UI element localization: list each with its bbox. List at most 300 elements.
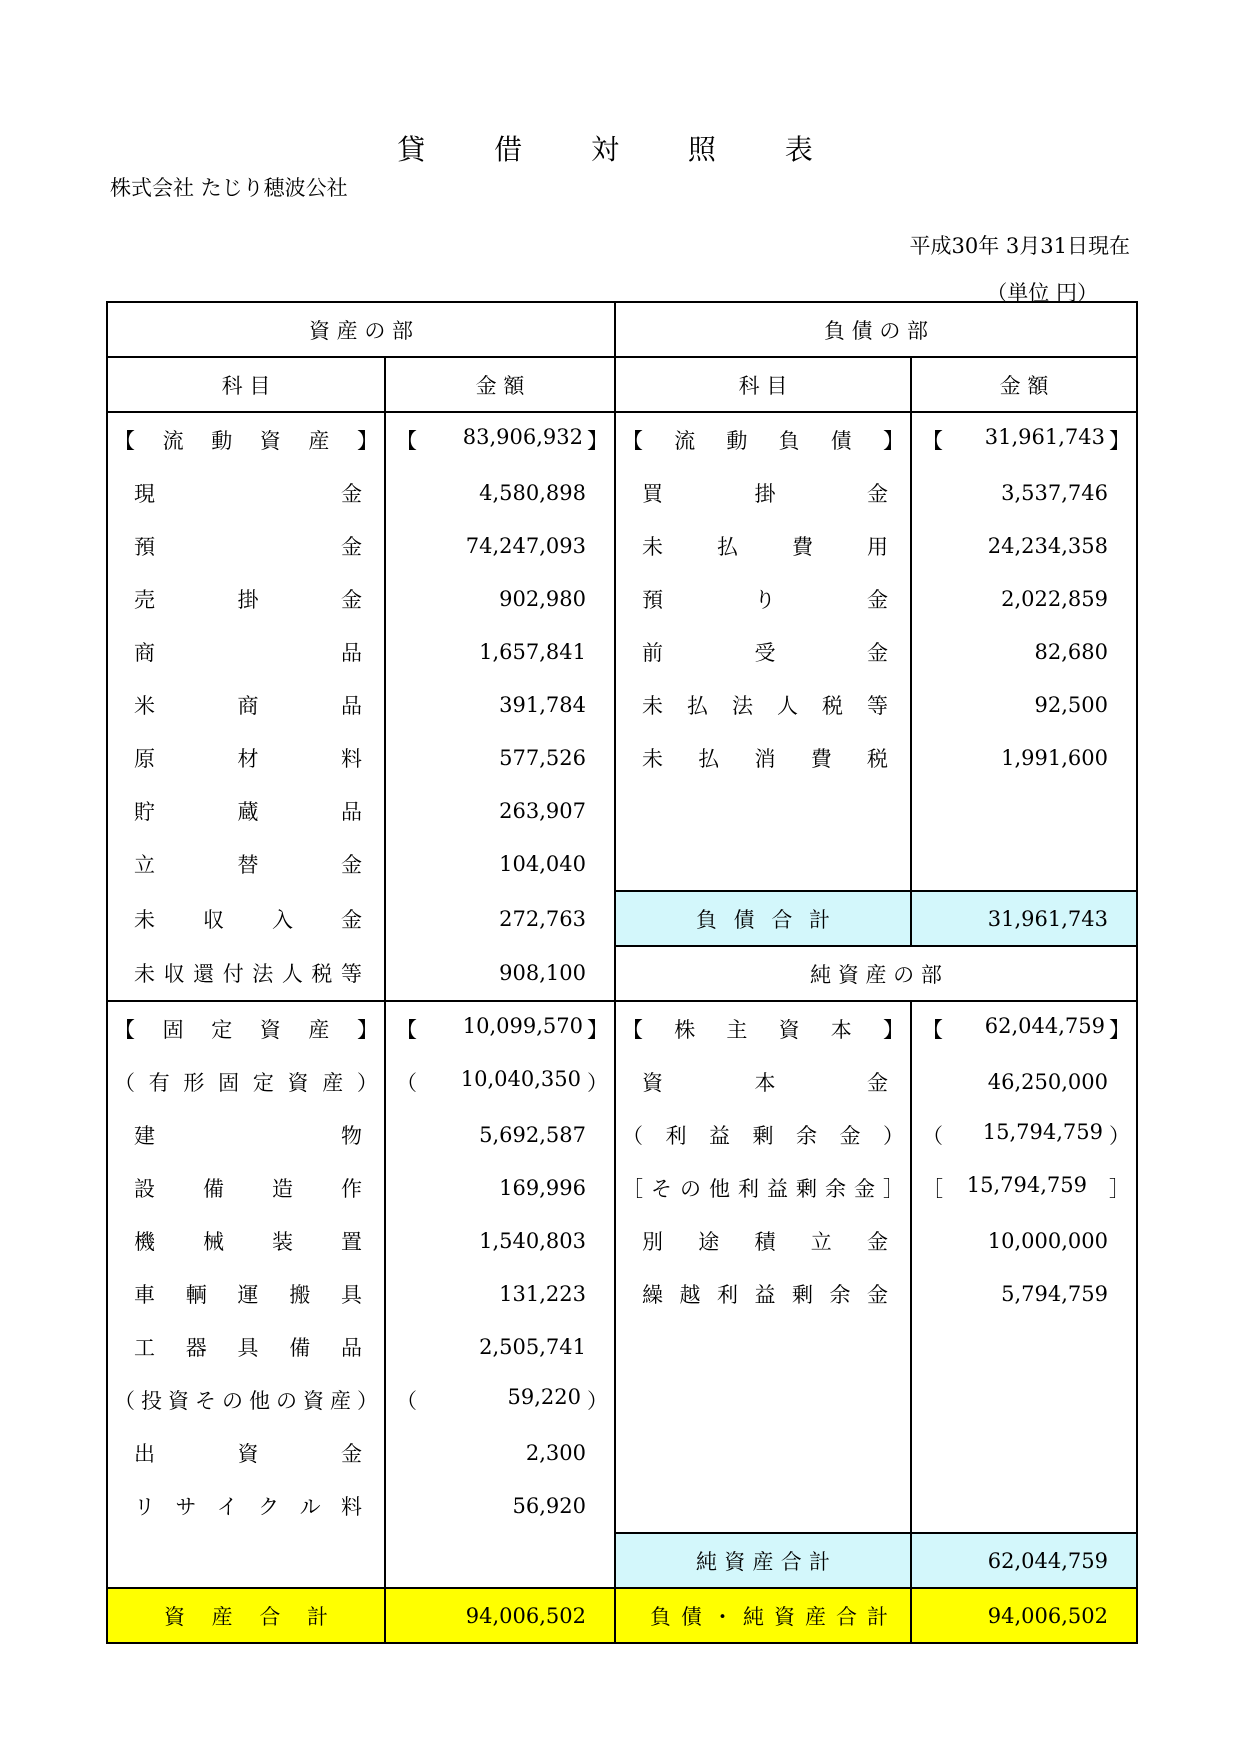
asset-item-label <box>108 904 384 934</box>
label-char: （ <box>114 1388 135 1413</box>
bracket-close: ） <box>587 1388 608 1413</box>
liability-item-label <box>616 637 910 667</box>
label-char: 収 <box>203 907 224 932</box>
amount-value: 10,040,350 <box>460 1066 581 1091</box>
asset-item-header: 科 目 <box>107 357 385 412</box>
amount-value: 24,234,358 <box>987 533 1108 558</box>
label-char: 金 <box>341 587 362 612</box>
asset-item <box>107 946 385 1001</box>
label-char: 未 <box>642 746 663 771</box>
asset-amount-amount <box>386 1494 614 1518</box>
label-char: 械 <box>203 1229 224 1254</box>
liability-item <box>615 1533 911 1588</box>
asset-item-label <box>108 1173 384 1203</box>
asset-amount <box>385 1373 615 1426</box>
label-char: 金 <box>867 1229 888 1254</box>
liability-item <box>615 1001 911 1055</box>
assets-total-label <box>108 1601 384 1631</box>
liability-amount <box>911 1214 1137 1267</box>
label-char: 動 <box>211 428 233 453</box>
liability-item-label <box>616 425 910 455</box>
liability-item-label <box>616 743 910 773</box>
label-char: 産 <box>308 1017 330 1042</box>
amount-value: 169,996 <box>499 1175 586 1200</box>
asset-item-label <box>108 531 384 561</box>
label-char: 金 <box>867 640 888 665</box>
asset-item-label <box>108 478 384 508</box>
asset-amount <box>385 1426 615 1479</box>
asset-item <box>107 731 385 784</box>
liability-amount <box>911 1108 1137 1161</box>
amount-value: 82,680 <box>1034 639 1108 664</box>
asset-item-label <box>108 958 384 988</box>
label-char: 金 <box>839 1123 861 1148</box>
amount-value: 10,000,000 <box>987 1228 1108 1253</box>
label-char: 品 <box>341 799 362 824</box>
label-char: 未 <box>134 907 155 932</box>
label-char: ・ <box>712 1604 733 1629</box>
liability-amount <box>911 837 1137 891</box>
label-char: 商 <box>134 640 155 665</box>
liability-amount <box>911 466 1137 519</box>
table-row <box>107 572 1137 625</box>
label-char: 置 <box>341 1229 362 1254</box>
table-row <box>107 1267 1137 1320</box>
label-char: 株 <box>674 1017 696 1042</box>
amount-value: 4,580,898 <box>479 480 586 505</box>
asset-amount-amount <box>386 1014 614 1044</box>
table-row <box>107 946 1137 1001</box>
label-char: 資 <box>237 1441 259 1466</box>
label-char: 固 <box>162 1017 184 1042</box>
label-char: 有 <box>148 1070 170 1095</box>
liability-amount <box>911 1479 1137 1533</box>
label-char: 流 <box>162 428 184 453</box>
label-char: 金 <box>341 907 362 932</box>
label-char: 【 <box>114 428 135 453</box>
label-char: 産 <box>211 1604 233 1629</box>
label-char: 産 <box>308 428 330 453</box>
asset-amount-amount <box>386 1441 614 1465</box>
label-char: 益 <box>767 1176 788 1201</box>
label-char: 債 <box>830 428 852 453</box>
asset-item-label <box>108 1014 384 1044</box>
asset-item-label <box>108 1226 384 1256</box>
amount-value: 577,526 <box>499 745 586 770</box>
label-char: 余 <box>796 1123 817 1148</box>
liability-amount-amount <box>912 425 1136 455</box>
liability-item-label <box>616 1226 910 1256</box>
asset-amount-amount <box>386 961 614 985</box>
asset-item-label <box>108 796 384 826</box>
liability-amount <box>911 1373 1137 1426</box>
label-char: 売 <box>134 587 155 612</box>
label-char: 未 <box>642 534 663 559</box>
liability-item <box>615 891 911 946</box>
liability-item <box>615 1108 911 1161</box>
liability-item <box>615 1320 911 1373</box>
table-row <box>107 412 1137 466</box>
label-char: 純 <box>743 1604 764 1629</box>
document-title: 貸 借 対 照 表 <box>397 133 843 166</box>
label-char: 剰 <box>752 1123 774 1148</box>
label-char: 品 <box>341 693 362 718</box>
liability-amount-amount <box>912 1282 1136 1306</box>
liab-net-total <box>615 1588 911 1643</box>
label-char: 造 <box>272 1176 293 1201</box>
label-char: 付 <box>222 962 244 986</box>
table-row <box>107 1214 1137 1267</box>
amount-value: 94,006,502 <box>987 1603 1108 1628</box>
label-char: 積 <box>754 1229 776 1254</box>
table-row <box>107 625 1137 678</box>
liability-amount-header: 金 額 <box>911 357 1137 412</box>
amount-value: 83,906,932 <box>462 424 583 449</box>
company-name: 株式会社 たじり穂波公社 <box>110 176 348 200</box>
asset-amount-amount <box>386 1229 614 1253</box>
label-char: 越 <box>679 1282 701 1307</box>
liability-amount <box>911 784 1137 837</box>
asset-amount-amount <box>386 907 614 931</box>
liability-amount <box>911 519 1137 572</box>
label-char: 】 <box>356 1017 378 1042</box>
asset-amount-amount <box>386 746 614 770</box>
asset-item-label <box>108 1438 384 1468</box>
label-char: 具 <box>341 1282 362 1307</box>
label-char: 動 <box>726 428 748 453</box>
label-char: 本 <box>754 1070 776 1095</box>
label-char: 等 <box>340 962 362 986</box>
label-char: 貯 <box>134 799 155 824</box>
unit-label: （単位 円） <box>986 281 1098 305</box>
label-char: 産 <box>322 1070 344 1095</box>
assets-total-amount <box>386 1604 614 1628</box>
label-char: 【 <box>114 1017 135 1042</box>
label-char: 立 <box>810 1229 832 1254</box>
label-char: 装 <box>272 1229 293 1254</box>
label-char: 】 <box>882 428 904 453</box>
label-char: 】 <box>356 428 378 453</box>
section-header-row <box>107 302 1137 357</box>
label-char: 料 <box>341 746 362 771</box>
liability-amount-amount <box>912 1229 1136 1253</box>
asset-item-label <box>108 637 384 667</box>
label-char: ル <box>299 1495 321 1519</box>
label-char: 資 <box>303 1388 324 1413</box>
liab-net-total <box>911 1588 1137 1643</box>
label-char: 産 <box>805 1604 826 1629</box>
bracket-close: 】 <box>1109 428 1130 453</box>
amount-value: 1,657,841 <box>479 639 586 664</box>
liability-item <box>615 1161 911 1214</box>
asset-item-label <box>108 1120 384 1150</box>
asset-item <box>107 1055 385 1108</box>
liability-item-label <box>616 904 910 934</box>
label-char: 流 <box>674 428 696 453</box>
asset-amount-amount <box>386 1176 614 1200</box>
label-char: 金 <box>341 853 362 877</box>
liability-item-label <box>616 584 910 614</box>
asset-item <box>107 1214 385 1267</box>
table-row <box>107 466 1137 519</box>
amount-value: 31,961,743 <box>984 424 1105 449</box>
label-char: 立 <box>134 853 155 877</box>
bracket-close: 】 <box>1109 1017 1130 1042</box>
label-char: ［ <box>622 1176 643 1201</box>
label-char: 純 <box>696 1549 717 1574</box>
label-char: 別 <box>642 1229 663 1254</box>
bracket-open: （ <box>922 1123 943 1148</box>
label-char: 利 <box>717 1282 738 1307</box>
label-char: 預 <box>134 534 155 559</box>
label-char: 原 <box>134 746 155 771</box>
label-char: 運 <box>237 1282 259 1307</box>
asset-amount-amount <box>386 587 614 611</box>
bracket-open: （ <box>396 1388 417 1413</box>
label-char: 資 <box>778 1017 800 1042</box>
asset-item <box>107 1426 385 1479</box>
asset-amount <box>385 1479 615 1533</box>
asset-amount <box>385 412 615 466</box>
liability-item <box>615 572 911 625</box>
label-char: 掛 <box>237 587 259 612</box>
label-char: 他 <box>249 1388 270 1413</box>
label-char: 替 <box>237 853 259 877</box>
table-row <box>107 678 1137 731</box>
amount-value: 131,223 <box>499 1281 586 1306</box>
amount-value: 2,505,741 <box>479 1334 586 1359</box>
liability-amount <box>911 1320 1137 1373</box>
label-char: 負 <box>778 428 800 453</box>
amount-value: 902,980 <box>499 586 586 611</box>
amount-value: 272,763 <box>499 906 586 931</box>
label-char: 払 <box>698 746 720 771</box>
label-char: 金 <box>867 587 888 612</box>
label-char: 金 <box>867 1070 888 1095</box>
label-char: 主 <box>726 1017 748 1042</box>
liability-item <box>615 1426 911 1479</box>
liability-amount <box>911 1001 1137 1055</box>
asset-item <box>107 1267 385 1320</box>
label-char: 出 <box>134 1441 155 1466</box>
liability-amount-amount <box>912 1549 1136 1573</box>
label-char: 費 <box>792 534 813 559</box>
label-char: 未 <box>642 693 663 718</box>
label-char: ） <box>357 1388 378 1413</box>
label-char: 計 <box>306 1604 328 1629</box>
asset-amount <box>385 731 615 784</box>
label-char: 消 <box>754 746 776 771</box>
label-char: 備 <box>289 1335 311 1360</box>
label-char: 他 <box>709 1176 730 1201</box>
liability-item <box>615 1055 911 1108</box>
liability-item <box>615 1479 911 1533</box>
label-char: 資 <box>164 1604 185 1629</box>
asset-amount <box>385 1161 615 1214</box>
liability-item-label <box>616 1067 910 1097</box>
asset-amount-amount <box>386 799 614 823</box>
asset-item <box>107 1161 385 1214</box>
liability-amount-amount <box>912 481 1136 505</box>
label-char: 計 <box>809 1549 830 1574</box>
liability-amount-amount <box>912 1070 1136 1094</box>
liability-item-label <box>616 1546 910 1576</box>
label-char: の <box>276 1388 297 1413</box>
liability-amount-amount <box>912 693 1136 717</box>
liability-amount-amount <box>912 587 1136 611</box>
label-char: 払 <box>687 693 708 718</box>
label-char: 【 <box>622 1017 643 1042</box>
table-row <box>107 1320 1137 1373</box>
amount-value: 31,961,743 <box>987 906 1108 931</box>
asset-amount <box>385 837 615 891</box>
table-row <box>107 1161 1137 1214</box>
asset-amount <box>385 891 615 946</box>
liability-amount <box>911 1426 1137 1479</box>
label-char: ） <box>356 1070 378 1095</box>
label-char: ） <box>883 1123 904 1148</box>
asset-item <box>107 678 385 731</box>
label-char: 搬 <box>289 1282 311 1307</box>
label-char: 利 <box>738 1176 759 1201</box>
label-char: 固 <box>218 1070 240 1095</box>
label-char: 前 <box>642 640 663 665</box>
table-row <box>107 1001 1137 1055</box>
label-char: 払 <box>717 534 738 559</box>
asset-amount <box>385 1533 615 1588</box>
asset-amount-amount <box>386 1067 614 1097</box>
asset-item <box>107 466 385 519</box>
liability-item <box>615 731 911 784</box>
assets-section-header: 資 産 の 部 <box>107 302 615 357</box>
label-char: 器 <box>185 1335 207 1360</box>
liability-item <box>615 784 911 837</box>
label-char: 産 <box>330 1388 351 1413</box>
asset-item-label <box>108 743 384 773</box>
asset-item <box>107 519 385 572</box>
label-char: 合 <box>259 1604 281 1629</box>
label-char: 金 <box>867 481 888 506</box>
amount-value: 2,022,859 <box>1001 586 1108 611</box>
label-char: 作 <box>341 1176 362 1201</box>
amount-value: 15,794,759 <box>966 1172 1087 1197</box>
asset-item-label <box>108 1385 384 1415</box>
amount-value: 10,099,570 <box>462 1013 583 1038</box>
asset-item <box>107 1320 385 1373</box>
bracket-open: 【 <box>922 428 943 453</box>
label-char: 品 <box>341 640 362 665</box>
asset-amount <box>385 1214 615 1267</box>
asset-item-label <box>108 1332 384 1362</box>
bracket-close: 】 <box>587 428 608 453</box>
amount-value: 1,540,803 <box>479 1228 586 1253</box>
asset-amount <box>385 572 615 625</box>
liab-net-total-amount <box>912 1604 1136 1628</box>
asset-amount-amount <box>386 425 614 455</box>
label-char: 料 <box>340 1495 362 1519</box>
label-char: 資 <box>642 1070 663 1095</box>
as-of-date: 平成30年 3月31日現在 <box>909 234 1130 258</box>
label-char: 機 <box>134 1229 155 1254</box>
label-char: 税 <box>822 693 843 718</box>
label-char: 税 <box>311 962 333 986</box>
table-row <box>107 1373 1137 1426</box>
amount-value: 46,250,000 <box>987 1069 1108 1094</box>
bracket-open: （ <box>396 1070 417 1095</box>
label-char: 設 <box>134 1176 155 1201</box>
amount-value: 104,040 <box>499 852 586 876</box>
label-char: 益 <box>754 1282 776 1307</box>
label-char: 物 <box>341 1123 362 1148</box>
label-char: サ <box>175 1495 197 1519</box>
table-row <box>107 784 1137 837</box>
totals-row <box>107 1588 1137 1643</box>
label-char: 人 <box>777 693 798 718</box>
asset-item <box>107 837 385 891</box>
liabilities-section-header: 負 債 の 部 <box>615 302 1137 357</box>
liability-amount <box>911 1267 1137 1320</box>
label-char: 工 <box>134 1335 155 1360</box>
label-char: 受 <box>754 640 776 665</box>
label-char: 金 <box>854 1176 875 1201</box>
label-char: 資 <box>774 1604 795 1629</box>
label-char: 現 <box>134 481 155 506</box>
amount-value: 263,907 <box>499 798 586 823</box>
label-char: 入 <box>272 907 293 932</box>
label-char: そ <box>195 1388 216 1413</box>
asset-item-label <box>108 690 384 720</box>
label-char: 利 <box>665 1123 687 1148</box>
asset-amount-amount <box>386 1282 614 1306</box>
label-char: 具 <box>237 1335 259 1360</box>
label-char: 剰 <box>792 1282 813 1307</box>
label-char: 預 <box>642 587 663 612</box>
liability-item-header: 科 目 <box>615 357 911 412</box>
label-char: 繰 <box>642 1282 663 1307</box>
balance-sheet-table <box>106 301 1138 1644</box>
liability-amount <box>911 625 1137 678</box>
asset-item <box>107 891 385 946</box>
liability-amount-amount <box>912 907 1136 931</box>
label-char: 本 <box>830 1017 852 1042</box>
amount-value: 2,300 <box>525 1440 586 1465</box>
liability-item <box>615 678 911 731</box>
assets-total <box>385 1588 615 1643</box>
asset-item <box>107 572 385 625</box>
label-char: 蔵 <box>237 799 259 824</box>
table-row <box>107 1108 1137 1161</box>
table-row <box>107 891 1137 946</box>
liability-amount <box>911 891 1137 946</box>
label-char: 収 <box>163 962 185 986</box>
label-char: 】 <box>882 1017 904 1042</box>
asset-amount <box>385 946 615 1001</box>
liability-amount <box>911 1533 1137 1588</box>
label-char: 材 <box>237 746 259 771</box>
label-char: 資 <box>259 1017 281 1042</box>
label-char: 余 <box>825 1176 846 1201</box>
label-char: 形 <box>183 1070 205 1095</box>
liability-amount-amount <box>912 640 1136 664</box>
label-char: 法 <box>732 693 753 718</box>
liab-net-total-label <box>616 1601 910 1631</box>
label-char: 未 <box>134 962 155 986</box>
label-char: 金 <box>341 481 362 506</box>
table-row <box>107 1533 1137 1588</box>
label-char: 産 <box>752 1549 774 1574</box>
assets-total <box>107 1588 385 1643</box>
asset-item <box>107 625 385 678</box>
